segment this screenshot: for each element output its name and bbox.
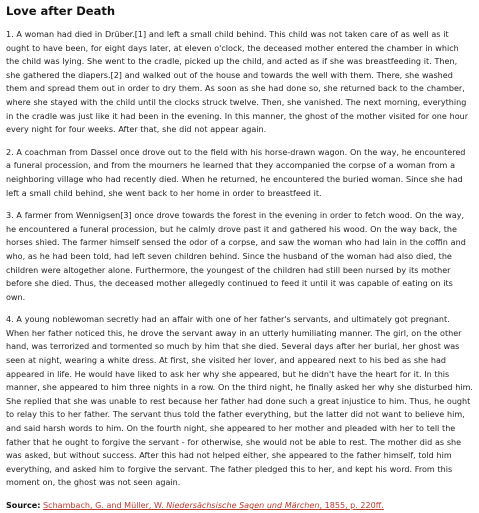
story-paragraph-4: 4. A young noblewoman secretly had an affair with one of her father's servants, and ultimately got pregnant. When her father noticed this, he drove the servant away in an utterly humiliating manner. The girl, on the other hand, was terrorized and tormented so much by him that she died. Several days after her burial, her ghost was seen at night, wearing a white dress. At first, she visited her lover, and appeared next to his bed as she had appeared in life. He would have liked to ask her why she appeared, but he didn't have the heart for it. In this manner, she appeared to him three nights in a row. On the third night, he finally asked her why she disturbed him. She replied that she was unable to rest because her father had done such a great injustice to him. Thus, he ought to relay this to her father. The servant thus told the father everything, but the latter did not want to believe him, and said harsh words to him. On the fourth night, she appeared to her mother and pleaded with her to tell the father that he ought to forgive the servant - for otherwise, she would not be able to rest. The mother did as she was asked, but without success. After this had not helped either, she appeared to the father himself, told him everything, and asked him to forgive the servant. The father pledged this to her, and kept his word. From this moment on, the ghost was not seen again. <box>6 315 473 488</box>
source-link-prefix: Schambach, G. and Müller, W. <box>43 501 167 510</box>
source-link-suffix: , 1855, p. 220ff. <box>319 501 384 510</box>
story-paragraph-3: 3. A farmer from Wennigsen[3] once drove towards the forest in the evening in order to fetch wood. On the way, he encountered a funeral procession, but he calmly drove past it and gathered his wood. On the way back, the horses shied. The farmer himself sensed the odor of a corpse, and saw the woman who had lain in the coffin and who, as he had been told, had left seven children behind. Since the husband of the woman had also died, the children were altogether alone. Furthermore, the youngest of the children had still been nursed by its mother before she died. Thus, the deceased mother allegedly continued to feed it until it was capable of eating on its own. <box>6 211 466 302</box>
source-label: Source: <box>6 501 41 510</box>
page-title: Love after Death <box>6 4 116 18</box>
source-link[interactable] <box>43 501 384 510</box>
story-paragraph-1: 1. A woman had died in Drüber.[1] and left a small child behind. This child was not taken care of as well as it ought to have been, for eight days later, at eleven o'clock, the deceased mother entered the chamber in which the child was lying. She went to the cradle, picked up the child, and acted as if she was breastfeeding it. Then, she gathered the diapers.[2] and walked out of the house and towards the well with them. There, she washed them and spread them out in order to dry them. As soon as she had done so, she returned back to the chamber, where she stayed with the child until the clocks struck twelve. Then, she vanished. The next morning, everything in the cradle was just like it had been in the evening. In this manner, the ghost of the mother visited for one hour every night for four weeks. After that, she did not appear again. <box>6 30 469 135</box>
story-paragraph-2: 2. A coachman from Dassel once drove out to the field with his horse-drawn wagon. On the way, he encountered a funeral procession, and from the mourners he learned that they accompanied the corpse of a woman from a neighboring village who had recently died. When he returned, he encountered the buried woman. Since she had left a small child behind, she went back to her home in order to breastfeed it. <box>6 147 466 198</box>
source-link-title: Niedersächsische Sagen und Märchen <box>166 501 320 510</box>
source-citation <box>6 499 473 513</box>
